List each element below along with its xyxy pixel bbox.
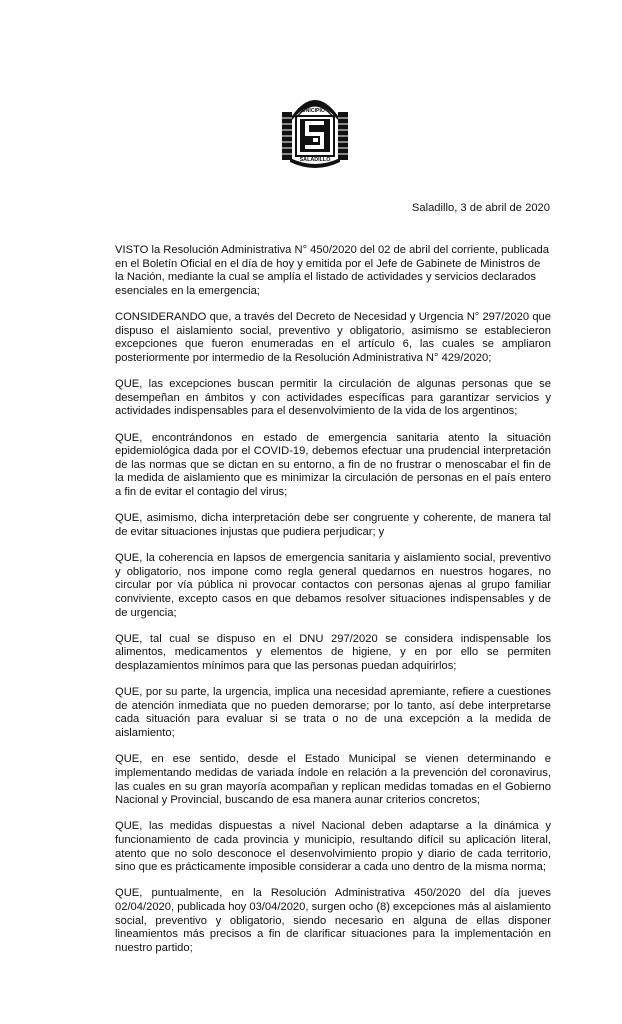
paragraph-que: QUE, las excepciones buscan permitir la circulación de algunas personas que se desempeñan en ámbitos y con actividades específicas para garantizar servicios y actividades indispensables para el desenvolvimiento de la vida de los argentinos; — [115, 378, 551, 418]
paragraph-que: QUE, puntualmente, en la Resolución Administrativa 450/2020 del día jueves 02/04/2020, publicada hoy 03/04/2020, surgen ocho (8) excepciones más al aislamiento social, preventivo y obligatorio, siendo necesario en alguna de ellas disponer lineamientos más precisos a fin de clarificar situaciones para la implementación en nuestro partido; — [115, 887, 551, 954]
paragraph-que: QUE, tal cual se dispuso en el DNU 297/2020 se considera indispensable los alimentos, medicamentos y elementos de higiene, y en por ello se permiten desplazamientos mínimos para que las personas puedan adquirirlos; — [115, 632, 551, 672]
paragraph-visto: VISTO la Resolución Administrativa N° 450/2020 del 02 de abril del corriente, publicada en el Boletín Oficial en el día de hoy y emitida por el Jefe de Gabinete de Ministros de la Nación, mediante la cual se amplía el listado de actividades y servicios declarados esenciales en la emergencia; — [115, 244, 549, 297]
paragraph-que: QUE, por su parte, la urgencia, implica una necesidad apremiante, refiere a cuestiones de atención inmediata que no pueden demorarse; por lo tanto, así debe interpretarse cada situación para evaluar si se trata o no de una excepción a la medida de aislamiento; — [115, 686, 551, 740]
svg-text:MUNICIPIO de: MUNICIPIO de — [297, 108, 333, 114]
paragraph-que: QUE, encontrándonos en estado de emergencia sanitaria atento la situación epidemiológica dada por el COVID-19, debemos efectuar una prudencial interpretación de las normas que se dictan en su entorno, a fin de no frustrar o menoscabar el fin de la medida de aislamiento que es minimizar la circulación de personas en el país entero a fin de evitar el contagio del virus; — [115, 431, 551, 498]
document-date: Saladillo, 3 de abril de 2020 — [411, 202, 550, 214]
document-body — [115, 244, 551, 968]
paragraph-considerando: CONSIDERANDO que, a través del Decreto de Necesidad y Urgencia N° 297/2020 que dispuso el aislamiento social, preventivo y obligatorio, asimismo se establecieron excepciones que fueron enumeradas en el artículo 6, las cuales se ampliaron posteriormente por intermedio de la Resolución Administrativa N° 429/2020; — [115, 311, 551, 364]
municipal-seal-icon — [280, 86, 350, 170]
paragraph-que: QUE, la coherencia en lapsos de emergencia sanitaria y aislamiento social, preventivo y obligatorio, nos impone como regla general quedarnos en nuestros hogares, no circular por vía pública ni provocar contactos con personas ajenas al grupo familiar conviviente, excepto casos en que debamos resolver situaciones indispensables y de de urgencia; — [115, 552, 551, 619]
paragraph-que: QUE, asimismo, dicha interpretación debe ser congruente y coherente, de manera tal de evitar situaciones injustas que pudiera perjudicar; y — [115, 512, 551, 538]
svg-text:SALADILLO: SALADILLO — [299, 157, 331, 163]
paragraph-que: QUE, en ese sentido, desde el Estado Municipal se vienen determinando e implementando medidas de variada índole en relación a la prevención del coronavirus, las cuales en su gran mayoría acompañan y replican medidas tomadas en el Gobierno Nacional y Provincial, buscando de esa manera aunar criterios concretos; — [115, 753, 551, 807]
paragraph-que: QUE, las medidas dispuestas a nivel Nacional deben adaptarse a la dinámica y funcionamiento de cada provincia y municipio, resultando difícil su aplicación literal, atento que no solo desconoce el desenvolvimiento propio y diario de cada territorio, sino que es prácticamente imposible considerar a cada uno dentro de la misma norma; — [115, 820, 551, 874]
